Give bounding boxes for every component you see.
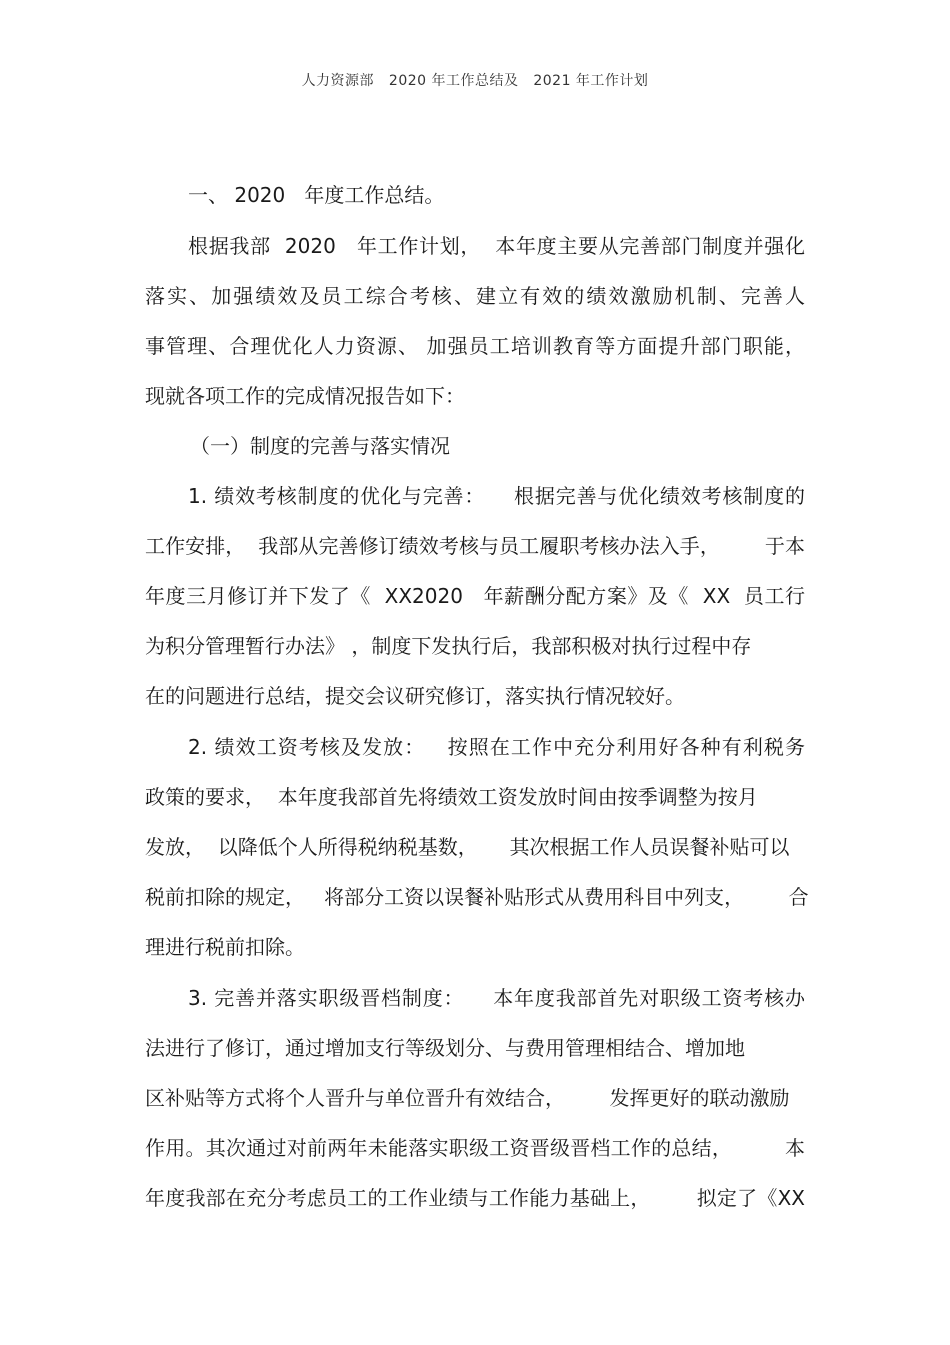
paragraph-line: 法进行了修订，通过增加支行等级划分、与费用管理相结合、增加地	[145, 1036, 745, 1060]
paragraph-line: 理进行税前扣除。	[145, 935, 305, 959]
paragraph-line: 政策的要求， 本年度我部首先将绩效工资发放时间由按季调整为按月	[145, 785, 758, 809]
paragraph-line: 1. 绩效考核制度的优化与完善： 根据完善与优化绩效考核制度的	[188, 484, 805, 508]
paragraph-line: 现就各项工作的完成情况报告如下：	[145, 384, 465, 408]
section-heading: 一、 2020 年度工作总结。	[188, 183, 445, 207]
paragraph-line: 年度三月修订并下发了《 XX2020 年薪酬分配方案》及《 XX 员工行	[145, 584, 805, 608]
page-header: 人力资源部 2020 年工作总结及 2021 年工作计划	[301, 73, 649, 89]
paragraph-line: 年度我部在充分考虑员工的工作业绩与工作能力基础上， 拟定了《XX	[145, 1186, 805, 1210]
paragraph-line: 为积分管理暂行办法》 ，制度下发执行后，我部积极对执行过程中存	[145, 634, 752, 658]
paragraph-line: 根据我部 2020 年工作计划， 本年度主要从完善部门制度并强化	[188, 234, 805, 258]
paragraph-line: 3. 完善并落实职级晋档制度： 本年度我部首先对职级工资考核办	[188, 986, 805, 1010]
subsection-heading: （一）制度的完善与落实情况	[190, 434, 450, 458]
paragraph-line: 落实、加强绩效及员工综合考核、建立有效的绩效激励机制、完善人	[145, 284, 805, 308]
paragraph-line: 作用。其次通过对前两年未能落实职级工资晋级晋档工作的总结， 本	[145, 1136, 805, 1160]
paragraph-line: 2. 绩效工资考核及发放： 按照在工作中充分利用好各种有利税务	[188, 735, 805, 759]
paragraph-line: 事管理、合理优化人力资源、 加强员工培训教育等方面提升部门职能，	[145, 334, 805, 358]
paragraph-line: 区补贴等方式将个人晋升与单位晋升有效结合， 发挥更好的联动激励	[145, 1086, 790, 1110]
paragraph-line: 在的问题进行总结，提交会议研究修订，落实执行情况较好。	[145, 684, 685, 708]
paragraph-line: 发放， 以降低个人所得税纳税基数， 其次根据工作人员误餐补贴可以	[145, 835, 790, 859]
paragraph-line: 税前扣除的规定， 将部分工资以误餐补贴形式从费用科目中列支， 合	[145, 885, 809, 909]
paragraph-line: 工作安排， 我部从完善修订绩效考核与员工履职考核办法入手， 于本	[145, 534, 805, 558]
